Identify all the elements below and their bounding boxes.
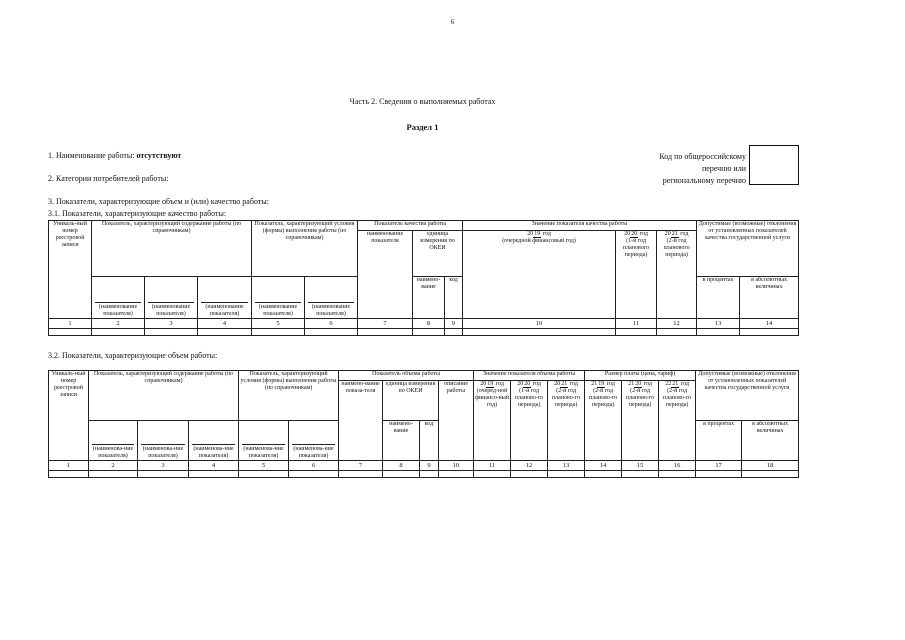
- col-num: 3: [138, 461, 189, 471]
- col-price: Размер платы (цена, тариф): [585, 371, 696, 381]
- col-year-3: 2021 год (2-й год планового периода): [657, 231, 697, 319]
- code-label-line-3: региональному перечню: [662, 176, 746, 185]
- col-content: Показатель, характеризующий содержание работы (по справочникам): [89, 371, 239, 421]
- col-content-1: (наименова-ние показателя): [89, 421, 138, 461]
- col-unit: единица измерения по ОКЕИ: [413, 231, 463, 277]
- table-row[interactable]: [49, 329, 799, 336]
- col-volume-values: Значение показателя объема работы: [474, 371, 585, 381]
- col-num: 1: [49, 461, 89, 471]
- col-price-year-1: 2119 год (2-й год планово-го периода): [585, 381, 622, 461]
- col-num: 3: [145, 319, 198, 329]
- col-num: 1: [49, 319, 92, 329]
- year-1-value: 19: [534, 231, 541, 237]
- code-label: [630, 151, 746, 187]
- col-unit-code: код: [445, 277, 463, 319]
- code-label-line-1: Код по общероссийскому: [659, 152, 746, 161]
- code-box[interactable]: [749, 145, 799, 185]
- col-year-2: 2020 год (1-й год планового периода): [616, 231, 657, 319]
- section-title: Раздел 1: [406, 122, 439, 132]
- col-unit-code: код: [420, 421, 439, 461]
- col-deviation: Допустимые (возможные) отклонения от установленных показателей качества государственной услуги: [697, 221, 799, 277]
- work-name-field: [48, 151, 181, 160]
- col-content: Показатель, характеризующий содержание работы (по справочникам): [92, 221, 252, 277]
- quality-table: [48, 220, 799, 336]
- col-volume-name: наимено-вание показа-теля: [339, 381, 383, 461]
- col-deviation-absolute: в абсолютных величинах: [742, 421, 799, 461]
- col-num: 4: [198, 319, 252, 329]
- col-num: 9: [420, 461, 439, 471]
- col-conditions-2: (наименование показателя): [305, 277, 358, 319]
- col-num: 11: [474, 461, 511, 471]
- col-num: 8: [413, 319, 445, 329]
- work-name-value: отсутствуют: [136, 151, 182, 160]
- col-volume-indicator: Показатель объема работы: [339, 371, 474, 381]
- page-number: 6: [450, 18, 455, 26]
- part-title: Часть 2. Сведения о выполняемых работах: [349, 97, 496, 106]
- code-label-line-2: перечню или: [701, 164, 746, 173]
- col-conditions-1: (наименова-ние показателя): [239, 421, 289, 461]
- col-num: 2: [92, 319, 145, 329]
- col-num: 18: [742, 461, 799, 471]
- indicators-title: 3. Показатели, характеризующие объем и (или) качество работы:: [48, 197, 269, 206]
- col-quality-name: наименование показателя: [358, 231, 413, 319]
- col-unique-number: Уникаль-ный номер реестровой записи: [49, 221, 92, 319]
- column-numbers-row: [49, 319, 799, 329]
- col-num: 13: [697, 319, 740, 329]
- col-num: 16: [659, 461, 696, 471]
- col-num: 9: [445, 319, 463, 329]
- col-conditions-1: (наименование показателя): [252, 277, 305, 319]
- col-num: 7: [339, 461, 383, 471]
- col-num: 14: [740, 319, 799, 329]
- col-deviation-percent: в процентах: [696, 421, 742, 461]
- col-num: 12: [657, 319, 697, 329]
- col-price-year-2: 2120 год (2-й год планово-го периода): [622, 381, 659, 461]
- col-unit-name: наимено-вание: [413, 277, 445, 319]
- work-name-label: 1. Наименование работы:: [48, 151, 137, 160]
- col-unique-number: Уникаль-ный номер реестровой записи: [49, 371, 89, 461]
- col-num: 5: [239, 461, 289, 471]
- col-content-1: (наименование показателя): [92, 277, 145, 319]
- col-num: 6: [305, 319, 358, 329]
- col-num: 6: [289, 461, 339, 471]
- quality-table-title: 3.1. Показатели, характеризующие качество работы:: [48, 209, 227, 218]
- col-unit-name: наимено-вание: [383, 421, 420, 461]
- col-year-1: 2019 год (очередной финансовый год): [463, 231, 616, 319]
- col-num: 4: [189, 461, 239, 471]
- col-content-3: (наименова-ние показателя): [189, 421, 239, 461]
- volume-table: [48, 370, 799, 478]
- col-quality-indicator: Показатель качества работы: [358, 221, 463, 231]
- col-num: 5: [252, 319, 305, 329]
- col-price-year-3: 2221 год (2-й год планово-го периода): [659, 381, 696, 461]
- consumer-category-label: 2. Категории потребителей работы:: [48, 174, 169, 183]
- col-num: 7: [358, 319, 413, 329]
- col-content-3: (наименование показателя): [198, 277, 252, 319]
- col-num: 13: [548, 461, 585, 471]
- col-value-year-2: 2020 год (1-й год планово-го периода): [511, 381, 548, 461]
- col-num: 11: [616, 319, 657, 329]
- year-3-value: 21: [671, 231, 678, 237]
- col-conditions-2: (наименова-ние показателя): [289, 421, 339, 461]
- col-conditions: Показатель, характеризующий условия (формы) выполнения работы (по справочникам): [239, 371, 339, 421]
- col-num: 17: [696, 461, 742, 471]
- volume-table-title: 3.2. Показатели, характеризующие объем работы:: [48, 351, 218, 360]
- col-num: 10: [463, 319, 616, 329]
- col-num: 12: [511, 461, 548, 471]
- col-value-year-1: 2019 год (очеред-ной финансо-вый год): [474, 381, 511, 461]
- column-numbers-row: [49, 461, 799, 471]
- col-num: 15: [622, 461, 659, 471]
- year-2-value: 20: [631, 231, 638, 237]
- col-content-2: (наименование показателя): [145, 277, 198, 319]
- col-description: описание работы: [439, 381, 474, 461]
- col-num: 14: [585, 461, 622, 471]
- col-content-2: (наименова-ние показателя): [138, 421, 189, 461]
- col-num: 2: [89, 461, 138, 471]
- col-num: 10: [439, 461, 474, 471]
- table-row[interactable]: [49, 471, 799, 478]
- col-unit: единица измерения по ОКЕИ: [383, 381, 439, 421]
- col-value-year-3: 2021 год (2-й год планово-го периода): [548, 381, 585, 461]
- col-num: 8: [383, 461, 420, 471]
- col-deviation-percent: в процентах: [697, 277, 740, 319]
- col-quality-values: Значение показателя качества работы: [463, 221, 697, 231]
- col-conditions: Показатель, характеризующий условия (формы) выполнения работы (по справочникам): [252, 221, 358, 277]
- col-deviation-absolute: в абсолютных величинах: [740, 277, 799, 319]
- col-deviation: Допустимые (возможные) отклонения от установленных показателей качества государственной услуги: [696, 371, 799, 421]
